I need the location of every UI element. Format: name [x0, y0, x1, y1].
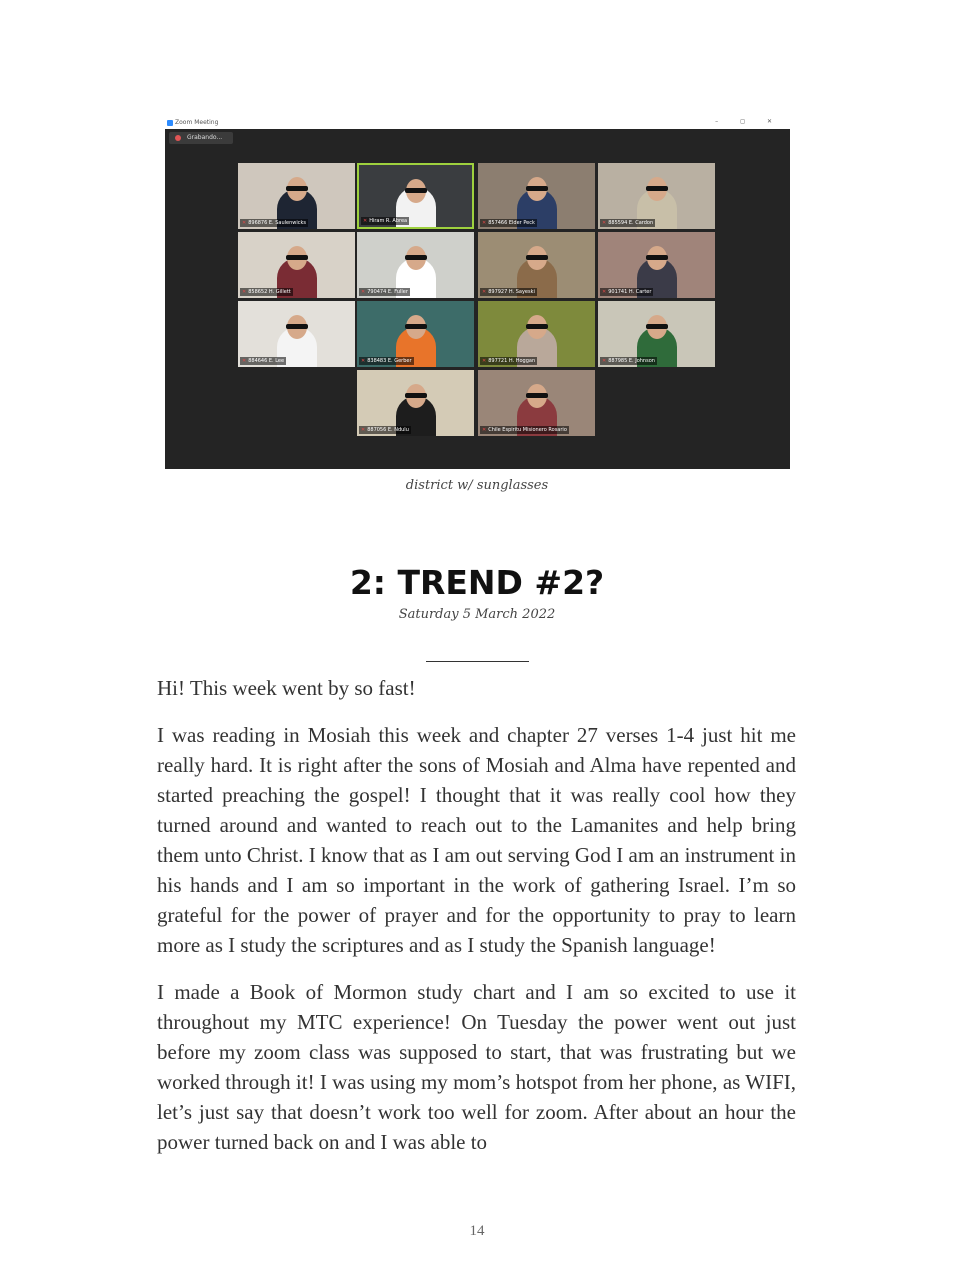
sunglasses-icon	[286, 324, 308, 329]
recording-indicator	[169, 132, 233, 144]
paragraph: I made a Book of Mormon study chart and I am so excited to use it throughout my MTC experience! On Tuesday the power went out just before my zoom class was supposed to start, that was frustrating but we worked through it! I was using my mom’s hotspot from her phone, as WIFI, let’s just say that doesn’t work too well for zoom. After about an hour the power turned back on and I was able to	[157, 980, 796, 1154]
participant-name	[480, 426, 569, 434]
participant-tile[interactable]	[478, 301, 595, 367]
muted-mic-icon: ✕	[482, 358, 487, 364]
sunglasses-icon	[405, 188, 427, 193]
muted-mic-icon: ✕	[482, 220, 487, 226]
sunglasses-icon	[405, 255, 427, 260]
record-icon	[175, 135, 181, 141]
participant-name-label: 838483 E. Gerber	[367, 358, 412, 364]
chapter-date: Saturday 5 March 2022	[398, 607, 556, 622]
sunglasses-icon	[286, 186, 308, 191]
participant-name-label: 790474 E. Fuller	[367, 289, 408, 295]
participant-tile[interactable]	[478, 232, 595, 298]
sunglasses-icon	[646, 186, 668, 191]
muted-mic-icon: ✕	[482, 289, 487, 295]
page-number: 14	[469, 1223, 485, 1239]
muted-mic-icon: ✕	[242, 358, 247, 364]
participant-tile[interactable]	[598, 232, 715, 298]
sunglasses-icon	[526, 255, 548, 260]
muted-mic-icon: ✕	[602, 220, 607, 226]
participant-name	[359, 426, 411, 434]
paragraph: Hi! This week went by so fast!	[157, 676, 416, 700]
participant-tile[interactable]	[598, 163, 715, 229]
participant-name-label: Hiram R. Abrea	[369, 218, 408, 224]
muted-mic-icon: ✕	[361, 358, 366, 364]
participant-name	[361, 217, 409, 225]
participant-name	[240, 219, 308, 227]
participant-tile[interactable]	[357, 232, 474, 298]
participant-name	[600, 219, 655, 227]
participant-name	[480, 219, 537, 227]
sunglasses-icon	[526, 393, 548, 398]
muted-mic-icon: ✕	[602, 289, 607, 295]
participant-tile[interactable]	[478, 163, 595, 229]
participant-tile[interactable]	[238, 301, 355, 367]
participant-name-label: 901741 H. Carter	[608, 289, 652, 295]
participant-tile[interactable]	[478, 370, 595, 436]
muted-mic-icon: ✕	[361, 427, 366, 433]
muted-mic-icon: ✕	[242, 220, 247, 226]
participant-name	[480, 357, 537, 365]
participant-name-label: 858652 H. Gillett	[248, 289, 291, 295]
muted-mic-icon: ✕	[363, 218, 368, 224]
participant-name-label: Chile Espiritu Misionero Rosario	[488, 427, 567, 433]
participant-name-label: 857466 Elder Peck	[488, 220, 535, 226]
recording-label: Grabando...	[187, 134, 223, 141]
participant-tile[interactable]	[598, 301, 715, 367]
participant-name	[480, 288, 537, 296]
participant-name	[600, 357, 657, 365]
sunglasses-icon	[286, 255, 308, 260]
participant-name-label: 887056 E. Ndulu	[367, 427, 409, 433]
participant-name	[240, 288, 293, 296]
participant-name	[359, 357, 414, 365]
sunglasses-icon	[405, 324, 427, 329]
zoom-screenshot	[165, 118, 790, 469]
participant-tile[interactable]	[238, 232, 355, 298]
divider	[426, 661, 529, 662]
participant-name	[600, 288, 653, 296]
participant-tile[interactable]	[357, 163, 474, 229]
zoom-titlebar	[165, 118, 790, 129]
window-controls: – ◻ ✕	[715, 118, 782, 125]
participant-tile[interactable]	[357, 301, 474, 367]
participant-tile[interactable]	[357, 370, 474, 436]
muted-mic-icon: ✕	[361, 289, 366, 295]
participant-tile[interactable]	[238, 163, 355, 229]
participant-name-label: 887985 E. Johnson	[608, 358, 655, 364]
image-caption: district w/ sunglasses	[405, 478, 549, 493]
participant-name-label: 897927 H. Sayeski	[488, 289, 535, 295]
zoom-window-title: Zoom Meeting	[175, 119, 219, 126]
sunglasses-icon	[526, 324, 548, 329]
muted-mic-icon: ✕	[482, 427, 487, 433]
sunglasses-icon	[646, 324, 668, 329]
participant-name-label: 897721 H. Hoggan	[488, 358, 536, 364]
chapter-heading: 2: TREND #2?	[349, 563, 605, 602]
body-text	[157, 673, 796, 1174]
zoom-logo-icon	[167, 120, 173, 126]
muted-mic-icon: ✕	[602, 358, 607, 364]
participant-name-label: 885594 E. Cardon	[608, 220, 654, 226]
participant-name-label: 896876 E. Saulenwicks	[248, 220, 306, 226]
participant-name-label: 884646 E. Lee	[248, 358, 285, 364]
sunglasses-icon	[405, 393, 427, 398]
sunglasses-icon	[646, 255, 668, 260]
paragraph: I was reading in Mosiah this week and chapter 27 verses 1-4 just hit me really hard. It is right after the sons of Mosiah and Alma have repented and started preaching the gospel! I thought that it was really cool how they turned around and wanted to reach out to the Lamanites and help bring them unto Christ. I know that as I am out serving God I am an instrument in his hands and I am so important in the work of gathering Israel. I’m so grateful for the power of prayer and for the opportunity to pray to learn more as I study the scriptures and as I study the Spanish language!	[157, 723, 796, 957]
participant-name	[359, 288, 410, 296]
muted-mic-icon: ✕	[242, 289, 247, 295]
sunglasses-icon	[526, 186, 548, 191]
participant-name	[240, 357, 286, 365]
